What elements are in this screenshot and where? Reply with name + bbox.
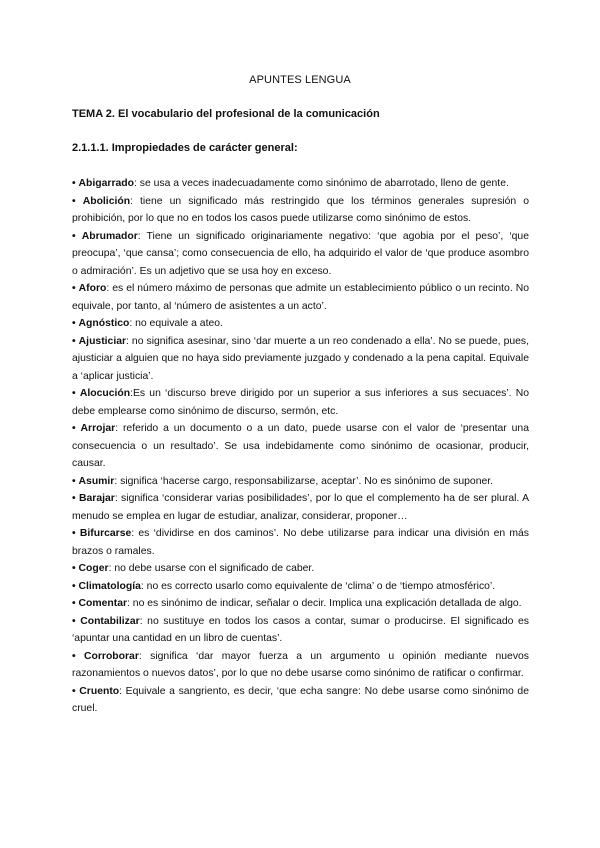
entry-term: Comentar — [78, 598, 128, 609]
entry-definition: : es el número máximo de personas que admite un establecimiento público o un recinto. No equivale, por tanto, al ‘número de asistentes a un acto’. — [72, 283, 529, 312]
entry-term: Bifurcarse — [79, 528, 132, 539]
entry-term: Alocución — [79, 388, 131, 399]
entry-term: Corroborar — [84, 650, 139, 662]
entry-term: Climatología — [78, 580, 141, 592]
entry-definition: : es ‘dividirse en dos caminos’. No debe utilizarse para indicar una división en más brazos o ramales. — [72, 528, 529, 557]
entry-definition: :Es un ‘discurso breve dirigido por un superior a sus inferiores a sus secuaces’. No debe emplearse como sinónimo de discurso, sermón, etc. — [72, 388, 529, 417]
glossary-entry — [72, 333, 529, 386]
entry-term: Asumir — [78, 475, 115, 487]
glossary-entry — [72, 420, 529, 473]
entry-bullet: • — [72, 230, 76, 242]
entry-bullet: • — [72, 528, 76, 539]
glossary-entry — [72, 648, 529, 683]
entry-bullet: • — [72, 493, 76, 504]
document-title: APUNTES LENGUA — [249, 74, 351, 86]
glossary-entry — [72, 193, 529, 228]
entry-term: Barajar — [79, 493, 115, 504]
glossary-entry — [72, 385, 529, 420]
entry-definition: : referido a un documento o a un dato, puede usarse con el valor de ‘presentar una consecuencia o un resultado’. Se usa indebidamente como sinónimo de ocasionar, producir, causar. — [72, 423, 529, 469]
entry-term: Cruento — [79, 685, 120, 697]
entry-definition: : significa ‘dar mayor fuerza a un argumento u opinión mediante nuevos razonamientos o nuevos datos’, por lo que no debe usarse como sinónimo de ratificar o confirmar. — [72, 650, 529, 679]
glossary-entry — [72, 280, 529, 315]
glossary-entry — [72, 560, 529, 578]
entry-term: Agnóstico — [78, 318, 130, 329]
entry-bullet: • — [72, 423, 76, 434]
entry-bullet: • — [72, 388, 76, 399]
glossary-entry — [72, 175, 529, 193]
glossary-entry — [72, 613, 529, 648]
entry-definition: : no equivale a ateo. — [129, 318, 223, 329]
entry-definition: : Equivale a sangriento, es decir, ‘que echa sangre: No debe usarse como sinónimo de cruel. — [72, 685, 529, 714]
section-heading: 2.1.1.1. Impropiedades de carácter general: — [72, 142, 298, 154]
entry-term: Abrumador — [81, 230, 138, 242]
entry-bullet: • — [72, 580, 76, 592]
entry-term: Arrojar — [80, 423, 116, 434]
entry-term: Aforo — [78, 283, 107, 294]
entry-term: Ajusticiar — [78, 335, 127, 347]
glossary-entry — [72, 473, 529, 491]
entry-bullet: • — [72, 685, 76, 697]
entry-bullet: • — [72, 195, 76, 207]
entry-bullet: • — [72, 598, 76, 609]
glossary-entry — [72, 578, 529, 596]
glossary-entry — [72, 490, 529, 525]
entry-definition: : no es sinónimo de indicar, señalar o decir. Implica una explicación detallada de algo. — [127, 598, 522, 609]
entry-definition: : tiene un significado más restringido que los términos generales supresión o prohibición, por lo que no en todos los casos puede utilizarse como sinónimo de estos. — [72, 195, 529, 224]
entry-definition: : no es correcto usarlo como equivalente de ‘clima’ o de ‘tiempo atmosférico’. — [140, 580, 496, 592]
entry-definition: : se usa a veces inadecuadamente como sinónimo de abarrotado, lleno de gente. — [133, 178, 509, 189]
entry-bullet: • — [72, 650, 76, 662]
topic-heading: TEMA 2. El vocabulario del profesional de la comunicación — [72, 108, 380, 120]
glossary-entry — [72, 595, 529, 613]
entry-definition: : no sustituye en todos los casos a contar, sumar o producirse. El significado es ‘apuntar una cantidad en un libro de cuentas’. — [72, 615, 529, 644]
entry-definition: : no significa asesinar, sino ‘dar muerte a un reo condenado a ella’. No se puede, pues, ajusticiar a alguien que no haya sido previamente juzgado y condenado a la pena capital. Equivale a ‘aplicar justicia’. — [72, 335, 530, 382]
entry-bullet: • — [72, 283, 76, 294]
entry-bullet: • — [72, 475, 76, 487]
entry-term: Abolición — [82, 195, 131, 207]
entry-bullet: • — [72, 178, 76, 189]
glossary-entry — [72, 525, 529, 560]
entry-term: Contabilizar — [80, 615, 140, 627]
glossary-list — [72, 175, 529, 718]
glossary-entry — [72, 315, 529, 333]
entry-definition: : no debe usarse con el significado de caber. — [108, 563, 315, 574]
entry-definition: : significa ‘considerar varias posibilidades’, por lo que el complemento ha de ser plural. A menudo se emplea en lugar de estudiar, analizar, considerar, proponer… — [72, 493, 530, 522]
entry-bullet: • — [72, 563, 76, 574]
glossary-entry — [72, 683, 529, 718]
entry-term: Abigarrado — [78, 178, 134, 189]
entry-definition: : Tiene un significado originariamente negativo: ‘que agobia por el peso’, ‘que preocupa’, ‘que cansa’; como consecuencia de ello, ha adquirido el valor de ‘que produce asombro o admiración’. Es un adjetivo que se usa hoy en exceso. — [72, 230, 529, 277]
glossary-entry — [72, 228, 529, 281]
entry-definition: : significa ‘hacerse cargo, responsabilizarse, aceptar’. No es sinónimo de suponer. — [114, 475, 494, 487]
entry-term: Coger — [78, 563, 109, 574]
entry-bullet: • — [72, 615, 76, 627]
entry-bullet: • — [72, 318, 76, 329]
entry-bullet: • — [72, 335, 76, 347]
